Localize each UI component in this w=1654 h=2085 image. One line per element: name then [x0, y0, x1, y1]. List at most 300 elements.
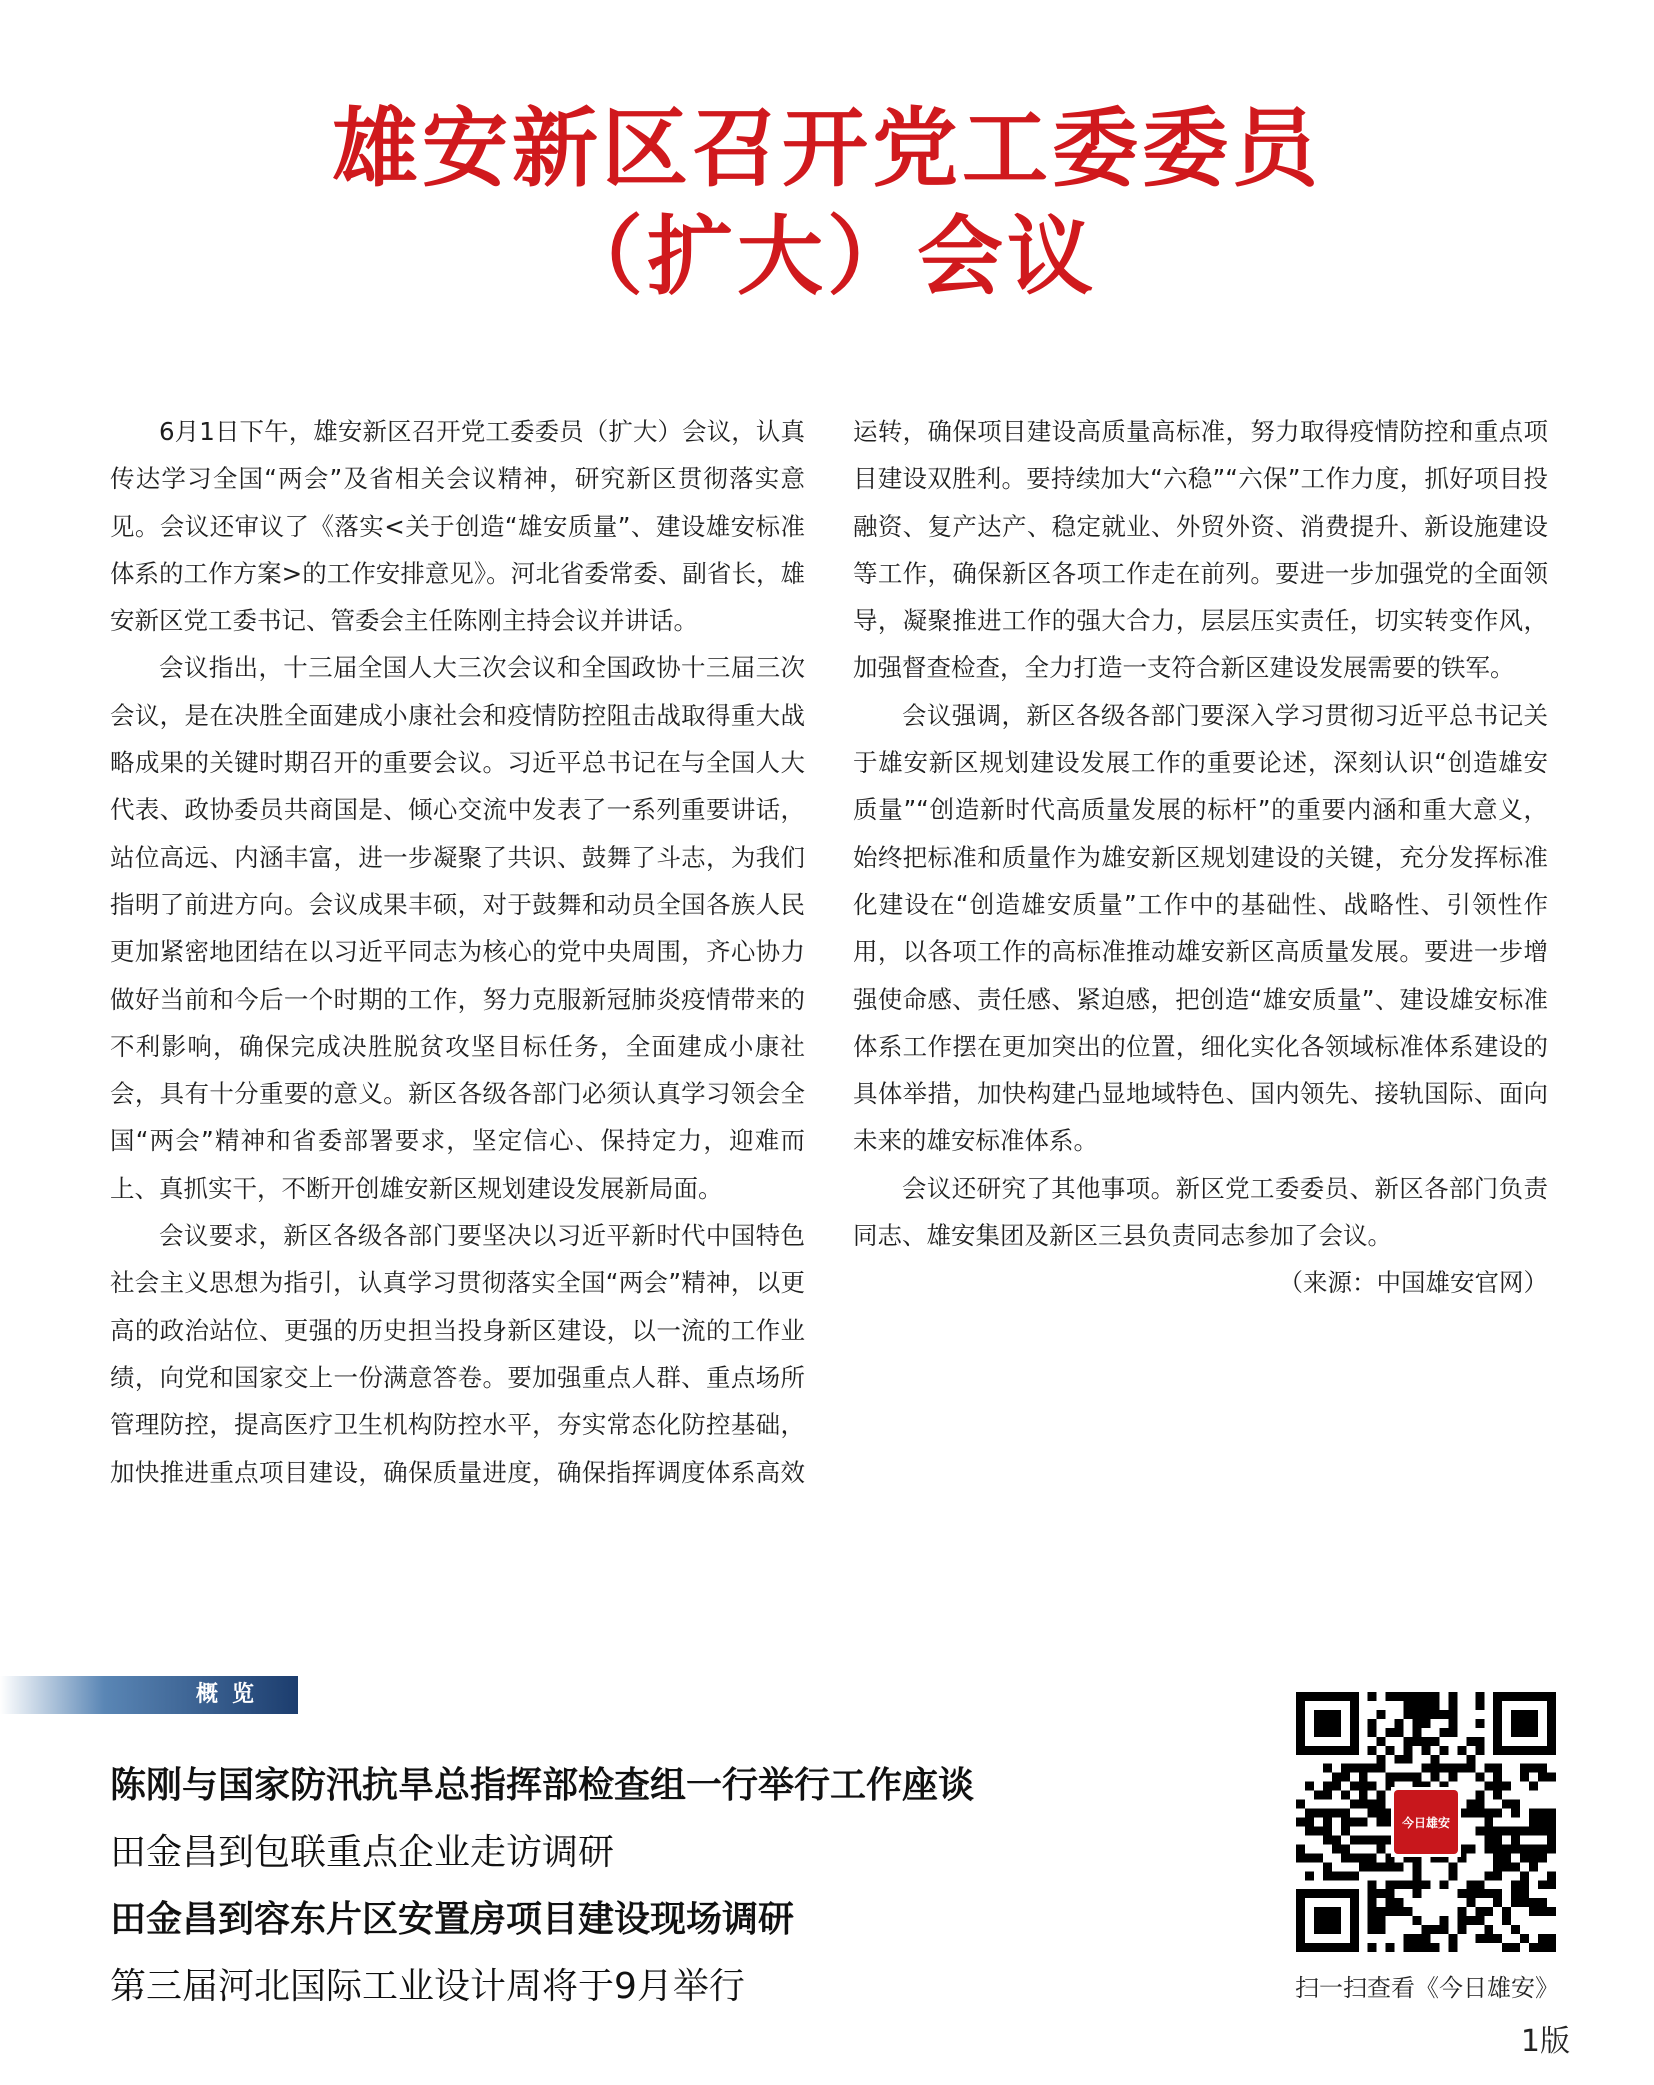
- qr-module: [1484, 1889, 1493, 1898]
- qr-module: [1547, 1826, 1556, 1835]
- qr-module: [1484, 1934, 1493, 1943]
- qr-module: [1395, 1898, 1404, 1907]
- qr-module: [1475, 1737, 1484, 1746]
- qr-module: [1484, 1871, 1493, 1880]
- page-number: 1版: [1520, 2024, 1570, 2059]
- qr-module: [1422, 1934, 1431, 1943]
- qr-module: [1511, 1943, 1520, 1952]
- qr-module: [1520, 1889, 1529, 1898]
- qr-module: [1493, 1871, 1502, 1880]
- qr-module: [1511, 1925, 1520, 1934]
- qr-module: [1430, 1755, 1439, 1764]
- qr-module: [1386, 1773, 1395, 1782]
- qr-module: [1475, 1889, 1484, 1898]
- qr-module: [1475, 1809, 1484, 1818]
- qr-module: [1386, 1898, 1395, 1907]
- qr-module: [1529, 1764, 1538, 1773]
- qr-module: [1413, 1737, 1422, 1746]
- qr-module: [1457, 1764, 1466, 1773]
- qr-module: [1430, 1925, 1439, 1934]
- qr-module: [1386, 1907, 1395, 1916]
- qr-module: [1350, 1871, 1359, 1880]
- qr-module: [1547, 1835, 1556, 1844]
- qr-module: [1377, 1925, 1386, 1934]
- qr-logo-badge: [1391, 1787, 1461, 1857]
- qr-module: [1520, 1764, 1529, 1773]
- qr-module: [1475, 1880, 1484, 1889]
- qr-module: [1475, 1826, 1484, 1835]
- news-item[interactable]: 田金昌到包联重点企业走访调研: [110, 1832, 615, 1873]
- qr-module: [1448, 1871, 1457, 1880]
- qr-module: [1377, 1835, 1386, 1844]
- qr-module: [1341, 1773, 1350, 1782]
- qr-module: [1377, 1800, 1386, 1809]
- article-paragraph: 6月1日下午，雄安新区召开党工委委员（扩大）会议，认真传达学习全国“两会”及省相关会议精神，研究新区贯彻落实意见。会议还审议了《落实<关于创造“雄安质量”、建设雄安标准体系的工作方案>的工作安排意见》。河北省委常委、副省长，雄安新区党工委书记、管委会主任陈刚主持会议并讲话。: [110, 417, 805, 636]
- qr-module: [1547, 1773, 1556, 1782]
- qr-module: [1466, 1737, 1475, 1746]
- overview-label: 概览: [195, 1682, 268, 1707]
- qr-module: [1457, 1746, 1466, 1755]
- qr-module: [1377, 1809, 1386, 1818]
- qr-module: [1377, 1889, 1386, 1898]
- qr-module: [1386, 1692, 1395, 1701]
- qr-module: [1484, 1764, 1493, 1773]
- qr-module: [1511, 1862, 1520, 1871]
- qr-module: [1305, 1782, 1314, 1791]
- qr-module: [1511, 1835, 1520, 1844]
- qr-module: [1305, 1809, 1314, 1818]
- qr-module: [1538, 1764, 1547, 1773]
- qr-module: [1359, 1773, 1368, 1782]
- qr-module: [1493, 1764, 1502, 1773]
- qr-module: [1457, 1925, 1466, 1934]
- qr-module: [1386, 1880, 1395, 1889]
- article-source: （来源：中国雄安官网）: [1278, 1268, 1548, 1298]
- qr-module: [1422, 1925, 1431, 1934]
- qr-module: [1475, 1916, 1484, 1925]
- qr-module: [1323, 1782, 1332, 1791]
- article-paragraph: 会议强调，新区各级各部门要深入学习贯彻习近平总书记关于雄安新区规划建设发展工作的重要论述，深刻认识“创造雄安质量”“创造新时代高质量发展的标杆”的重要内涵和重大意义，始终把标准和质量作为雄安新区规划建设的关键，充分发挥标准化建设在“创造雄安质量”工作中的基础性、战略性、引领性作用，以各项工作的高标准推动雄安新区高质量发展。要进一步增强使命感、责任感、紧迫感，把创造“雄安质量”、建设雄安标准体系工作摆在更加突出的位置，细化实化各领域标准体系建设的具体举措，加快构建凸显地域特色、国内领先、接轨国际、面向未来的雄安标准体系。: [853, 700, 1548, 1156]
- qr-module: [1538, 1880, 1547, 1889]
- qr-module: [1341, 1764, 1350, 1773]
- qr-module: [1529, 1818, 1538, 1827]
- qr-module: [1538, 1853, 1547, 1862]
- qr-module: [1413, 1710, 1422, 1719]
- qr-module: [1547, 1844, 1556, 1853]
- qr-module: [1520, 1934, 1529, 1943]
- qr-module: [1341, 1826, 1350, 1835]
- qr-module: [1395, 1862, 1404, 1871]
- qr-module: [1529, 1862, 1538, 1871]
- qr-module: [1547, 1907, 1556, 1916]
- qr-module: [1502, 1826, 1511, 1835]
- qr-module: [1368, 1889, 1377, 1898]
- qr-module: [1323, 1764, 1332, 1773]
- qr-module: [1341, 1791, 1350, 1800]
- qr-module: [1484, 1835, 1493, 1844]
- qr-module: [1529, 1826, 1538, 1835]
- article-body: [110, 408, 1548, 1538]
- qr-module: [1368, 1916, 1377, 1925]
- qr-module: [1332, 1871, 1341, 1880]
- qr-module: [1466, 1916, 1475, 1925]
- qr-module: [1323, 1871, 1332, 1880]
- qr-module: [1413, 1934, 1422, 1943]
- qr-module: [1430, 1764, 1439, 1773]
- qr-module: [1457, 1907, 1466, 1916]
- qr-module: [1502, 1943, 1511, 1952]
- qr-module: [1484, 1925, 1493, 1934]
- qr-module: [1314, 1791, 1323, 1800]
- qr-module: [1493, 1773, 1502, 1782]
- qr-module: [1350, 1764, 1359, 1773]
- headline-line-2: （扩大）会议: [557, 206, 1097, 307]
- qr-module: [1430, 1773, 1439, 1782]
- qr-module: [1395, 1880, 1404, 1889]
- qr-module: [1547, 1943, 1556, 1952]
- qr-module: [1386, 1862, 1395, 1871]
- qr-module: [1350, 1853, 1359, 1862]
- qr-module: [1386, 1889, 1395, 1898]
- qr-module: [1520, 1773, 1529, 1782]
- qr-caption: 扫一扫查看《今日雄安》: [1295, 1974, 1559, 2002]
- qr-module: [1314, 1809, 1323, 1818]
- qr-module: [1484, 1844, 1493, 1853]
- qr-module: [1314, 1853, 1323, 1862]
- qr-module: [1538, 1773, 1547, 1782]
- qr-module: [1493, 1809, 1502, 1818]
- qr-module: [1368, 1925, 1377, 1934]
- qr-module: [1314, 1826, 1323, 1835]
- qr-module: [1502, 1782, 1511, 1791]
- qr-module: [1305, 1871, 1314, 1880]
- qr-module: [1439, 1880, 1448, 1889]
- qr-module: [1457, 1916, 1466, 1925]
- qr-module: [1332, 1773, 1341, 1782]
- qr-module: [1466, 1764, 1475, 1773]
- qr-module: [1430, 1943, 1439, 1952]
- qr-module: [1395, 1907, 1404, 1916]
- qr-module: [1413, 1692, 1422, 1701]
- qr-module: [1422, 1692, 1431, 1701]
- qr-module: [1439, 1710, 1448, 1719]
- qr-module: [1475, 1773, 1484, 1782]
- qr-module: [1359, 1862, 1368, 1871]
- qr-module: [1466, 1809, 1475, 1818]
- qr-module: [1386, 1728, 1395, 1737]
- qr-module: [1350, 1818, 1359, 1827]
- qr-module: [1296, 1800, 1305, 1809]
- qr-module: [1439, 1764, 1448, 1773]
- qr-module: [1368, 1898, 1377, 1907]
- qr-module: [1422, 1719, 1431, 1728]
- qr-module: [1368, 1800, 1377, 1809]
- qr-module: [1359, 1853, 1368, 1862]
- qr-module: [1404, 1934, 1413, 1943]
- qr-module: [1448, 1728, 1457, 1737]
- qr-module: [1538, 1826, 1547, 1835]
- qr-module: [1466, 1844, 1475, 1853]
- qr-module: [1502, 1853, 1511, 1862]
- qr-module: [1332, 1809, 1341, 1818]
- qr-module: [1404, 1701, 1413, 1710]
- qr-module: [1422, 1737, 1431, 1746]
- qr-module: [1493, 1853, 1502, 1862]
- qr-module: [1368, 1764, 1377, 1773]
- qr-module: [1422, 1710, 1431, 1719]
- qr-module: [1323, 1791, 1332, 1800]
- qr-module: [1448, 1934, 1457, 1943]
- qr-module: [1547, 1880, 1556, 1889]
- qr-module: [1368, 1782, 1377, 1791]
- qr-module: [1529, 1853, 1538, 1862]
- qr-module: [1448, 1764, 1457, 1773]
- qr-module: [1448, 1701, 1457, 1710]
- qr-module: [1529, 1943, 1538, 1952]
- qr-module: [1511, 1826, 1520, 1835]
- qr-module: [1413, 1943, 1422, 1952]
- overview-news-list: [110, 1752, 1210, 2020]
- qr-module: [1395, 1719, 1404, 1728]
- news-item[interactable]: 田金昌到容东片区安置房项目建设现场调研: [110, 1899, 795, 1940]
- qr-module: [1341, 1853, 1350, 1862]
- headline-line-1: 雄安新区召开党工委委员: [332, 98, 1322, 199]
- qr-module: [1413, 1880, 1422, 1889]
- qr-module: [1422, 1701, 1431, 1710]
- qr-module: [1448, 1719, 1457, 1728]
- qr-module: [1377, 1791, 1386, 1800]
- qr-module: [1448, 1862, 1457, 1871]
- qr-module: [1430, 1692, 1439, 1701]
- qr-module: [1422, 1943, 1431, 1952]
- qr-module: [1520, 1898, 1529, 1907]
- qr-module: [1359, 1782, 1368, 1791]
- qr-module: [1529, 1844, 1538, 1853]
- qr-module: [1493, 1782, 1502, 1791]
- qr-module: [1493, 1835, 1502, 1844]
- qr-module: [1538, 1907, 1547, 1916]
- qr-module: [1475, 1791, 1484, 1800]
- qr-module: [1368, 1907, 1377, 1916]
- qr-module: [1296, 1844, 1305, 1853]
- qr-module: [1377, 1818, 1386, 1827]
- qr-module: [1475, 1719, 1484, 1728]
- qr-module: [1430, 1701, 1439, 1710]
- qr-module: [1377, 1764, 1386, 1773]
- qr-module: [1466, 1755, 1475, 1764]
- article-paragraph: 会议要求，新区各级各部门要坚决以习近平新时代中国特色社会主义思想为指引，认真学习贯彻落实全国“两会”精神，以更高的政治站位、更强的历史担当投身新区建设，以一流的工作业绩，向党和国家交上一份满意答卷。要加强重点人群、重点场所管理防控，提高医疗卫生机构防控水平，夯实常态化防控基础，加快推进重点项目建设，确保质量进度，确保指挥调度体系高效运转，确保项目建设高质量高标准，努力取得疫情防控和重点项目建设双胜利。要持续加大“六稳”“六保”工作力度，抓好项目投融资、复产达产、稳定就业、外贸外资、消费提升、新设施建设等工作，确保新区各项工作走在前列。要进一步加强党的全面领导，凝聚推进工作的强大合力，层层压实责任，切实转变作风，加强督查检查，全力打造一支符合新区建设发展需要的铁军。: [110, 417, 1548, 1487]
- qr-module: [1493, 1844, 1502, 1853]
- news-item[interactable]: 第三届河北国际工业设计周将于9月举行: [110, 1966, 745, 2007]
- qr-module: [1484, 1809, 1493, 1818]
- qr-module: [1520, 1853, 1529, 1862]
- qr-module: [1359, 1791, 1368, 1800]
- qr-module: [1484, 1826, 1493, 1835]
- qr-module: [1538, 1844, 1547, 1853]
- qr-module: [1395, 1728, 1404, 1737]
- qr-module: [1413, 1773, 1422, 1782]
- qr-module: [1368, 1809, 1377, 1818]
- qr-module: [1538, 1943, 1547, 1952]
- qr-module: [1332, 1835, 1341, 1844]
- qr-module: [1368, 1880, 1377, 1889]
- qr-module: [1377, 1755, 1386, 1764]
- qr-module: [1538, 1809, 1547, 1818]
- qr-module: [1377, 1844, 1386, 1853]
- qr-module: [1475, 1746, 1484, 1755]
- qr-module: [1404, 1907, 1413, 1916]
- qr-module: [1511, 1889, 1520, 1898]
- qr-finder-bottom-left: [1296, 1889, 1359, 1952]
- qr-module: [1511, 1800, 1520, 1809]
- qr-module: [1502, 1844, 1511, 1853]
- qr-module: [1422, 1746, 1431, 1755]
- qr-module: [1350, 1782, 1359, 1791]
- qr-module: [1439, 1728, 1448, 1737]
- qr-module: [1448, 1943, 1457, 1952]
- qr-module: [1493, 1934, 1502, 1943]
- qr-module: [1368, 1835, 1377, 1844]
- qr-module: [1484, 1818, 1493, 1827]
- qr-module: [1493, 1862, 1502, 1871]
- qr-module: [1341, 1871, 1350, 1880]
- qr-module: [1332, 1844, 1341, 1853]
- qr-module: [1413, 1701, 1422, 1710]
- qr-module: [1404, 1880, 1413, 1889]
- qr-module: [1502, 1916, 1511, 1925]
- qr-module: [1305, 1826, 1314, 1835]
- qr-module: [1493, 1889, 1502, 1898]
- qr-module: [1448, 1710, 1457, 1719]
- qr-module: [1439, 1925, 1448, 1934]
- qr-module: [1529, 1907, 1538, 1916]
- qr-module: [1395, 1773, 1404, 1782]
- qr-module: [1475, 1692, 1484, 1701]
- qr-module: [1404, 1692, 1413, 1701]
- qr-module: [1323, 1835, 1332, 1844]
- qr-finder-top-left: [1296, 1692, 1359, 1755]
- qr-module: [1404, 1746, 1413, 1755]
- qr-module: [1404, 1755, 1413, 1764]
- qr-module: [1511, 1844, 1520, 1853]
- qr-module: [1413, 1719, 1422, 1728]
- qr-module: [1448, 1773, 1457, 1782]
- qr-module: [1430, 1737, 1439, 1746]
- qr-module: [1502, 1862, 1511, 1871]
- qr-module: [1296, 1853, 1305, 1862]
- qr-module: [1413, 1871, 1422, 1880]
- qr-module: [1323, 1862, 1332, 1871]
- qr-module: [1395, 1692, 1404, 1701]
- qr-module: [1538, 1898, 1547, 1907]
- qr-module: [1547, 1934, 1556, 1943]
- qr-module: [1547, 1818, 1556, 1827]
- qr-module: [1296, 1818, 1305, 1827]
- qr-module: [1368, 1862, 1377, 1871]
- qr-module: [1413, 1916, 1422, 1925]
- qr-module: [1511, 1898, 1520, 1907]
- qr-module: [1368, 1719, 1377, 1728]
- qr-module: [1529, 1782, 1538, 1791]
- qr-module: [1547, 1871, 1556, 1880]
- qr-module: [1368, 1728, 1377, 1737]
- qr-module: [1377, 1862, 1386, 1871]
- qr-module: [1493, 1898, 1502, 1907]
- qr-module: [1484, 1782, 1493, 1791]
- qr-module: [1413, 1889, 1422, 1898]
- qr-module: [1466, 1880, 1475, 1889]
- qr-module: [1377, 1710, 1386, 1719]
- qr-module: [1323, 1818, 1332, 1827]
- qr-module: [1511, 1809, 1520, 1818]
- qr-module: [1350, 1800, 1359, 1809]
- qr-module: [1404, 1773, 1413, 1782]
- qr-module: [1413, 1728, 1422, 1737]
- qr-module: [1368, 1692, 1377, 1701]
- qr-module: [1404, 1737, 1413, 1746]
- qr-finder-top-right: [1493, 1692, 1556, 1755]
- qr-module: [1439, 1916, 1448, 1925]
- qr-module: [1511, 1880, 1520, 1889]
- qr-module: [1377, 1907, 1386, 1916]
- qr-module: [1404, 1710, 1413, 1719]
- qr-module: [1413, 1862, 1422, 1871]
- qr-module: [1341, 1809, 1350, 1818]
- qr-module: [1502, 1907, 1511, 1916]
- qr-module: [1368, 1746, 1377, 1755]
- qr-module: [1520, 1880, 1529, 1889]
- qr-module: [1341, 1818, 1350, 1827]
- qr-module: [1475, 1934, 1484, 1943]
- qr-module: [1457, 1889, 1466, 1898]
- headline: [0, 95, 1654, 311]
- qr-module: [1439, 1746, 1448, 1755]
- qr-module: [1368, 1943, 1377, 1952]
- qr-module: [1359, 1835, 1368, 1844]
- qr-module: [1520, 1871, 1529, 1880]
- qr-module: [1404, 1943, 1413, 1952]
- qr-module: [1341, 1844, 1350, 1853]
- qr-module: [1359, 1764, 1368, 1773]
- qr-module: [1448, 1692, 1457, 1701]
- qr-module: [1305, 1853, 1314, 1862]
- qr-module: [1359, 1818, 1368, 1827]
- qr-module: [1422, 1880, 1431, 1889]
- qr-module: [1359, 1800, 1368, 1809]
- qr-module: [1520, 1844, 1529, 1853]
- article-paragraph: 会议还研究了其他事项。新区党工委委员、新区各部门负责同志、雄安集团及新区三县负责同志参加了会议。: [853, 1173, 1548, 1251]
- qr-module: [1466, 1889, 1475, 1898]
- article-paragraph: 会议指出，十三届全国人大三次会议和全国政协十三届三次会议，是在决胜全面建成小康社会和疫情防控阻击战取得重大战略成果的关键时期召开的重要会议。习近平总书记在与全国人大代表、政协委员共商国是、倾心交流中发表了一系列重要讲话，站位高远、内涵丰富，进一步凝聚了共识、鼓舞了斗志，为我们指明了前进方向。会议成果丰硕，对于鼓舞和动员全国各族人民更加紧密地团结在以习近平同志为核心的党中央周围，齐心协力做好当前和今后一个时期的工作，努力克服新冠肺炎疫情带来的不利影响，确保完成决胜脱贫攻坚目标任务，全面建成小康社会，具有十分重要的意义。新区各级各部门必须认真学习领会全国“两会”精神和省委部署要求，坚定信心、保持定力，迎难而上、真抓实干，不断开创雄安新区规划建设发展新局面。: [110, 653, 805, 1203]
- qr-module: [1538, 1818, 1547, 1827]
- qr-module: [1350, 1835, 1359, 1844]
- qr-module: [1484, 1907, 1493, 1916]
- qr-module: [1475, 1907, 1484, 1916]
- qr-module: [1502, 1800, 1511, 1809]
- qr-module: [1395, 1755, 1404, 1764]
- qr-module: [1332, 1782, 1341, 1791]
- qr-module: [1377, 1916, 1386, 1925]
- qr-module: [1466, 1800, 1475, 1809]
- qr-module: [1475, 1800, 1484, 1809]
- qr-module: [1475, 1701, 1484, 1710]
- qr-module: [1386, 1746, 1395, 1755]
- qr-module: [1493, 1791, 1502, 1800]
- qr-module: [1422, 1764, 1431, 1773]
- news-item[interactable]: 陈刚与国家防汛抗旱总指挥部检查组一行举行工作座谈: [110, 1765, 975, 1806]
- qr-module: [1529, 1898, 1538, 1907]
- qr-module: [1305, 1818, 1314, 1827]
